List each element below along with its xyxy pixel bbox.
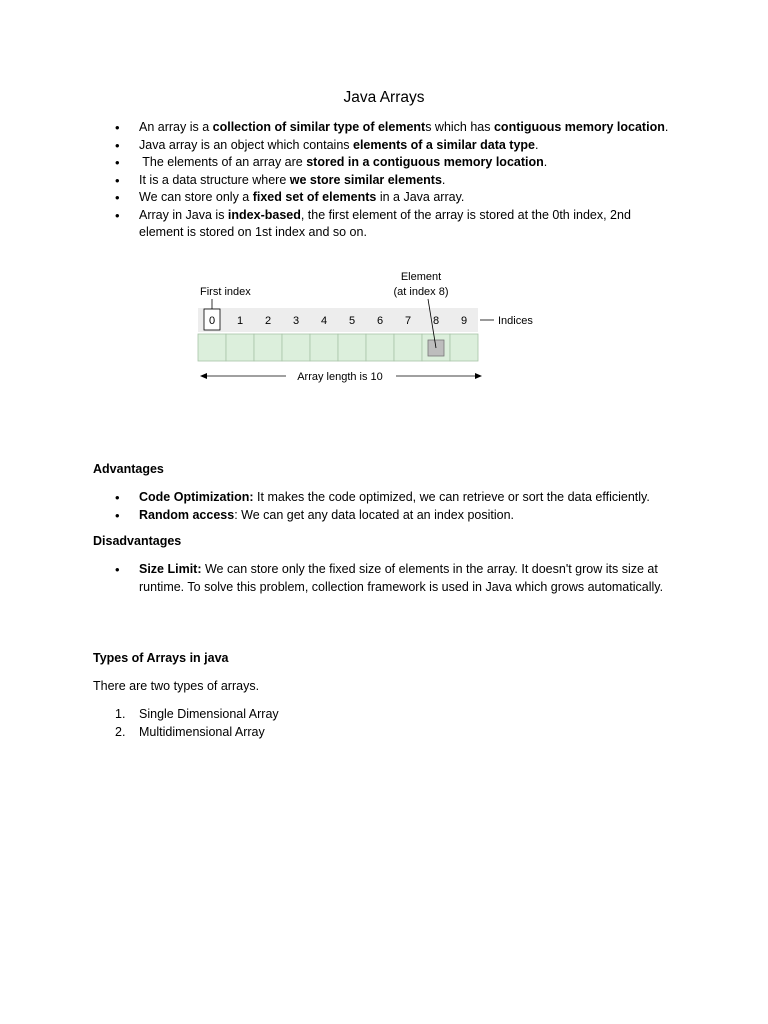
index-label: 3 bbox=[292, 315, 300, 327]
array-cell bbox=[226, 334, 254, 361]
list-item: • Size Limit: We can store only the fixed size of elements in the array. It doesn't grow its size at runtime. To solve this problem, collection framework is used in Java which grows automatically. bbox=[0, 561, 768, 596]
list-item: • We can store only a fixed set of elements in a Java array. bbox=[0, 189, 768, 207]
types-heading: Types of Arrays in java bbox=[93, 651, 229, 665]
array-cell bbox=[450, 334, 478, 361]
index-label: 8 bbox=[432, 315, 440, 327]
advantages-list bbox=[0, 489, 768, 524]
array-diagram bbox=[190, 262, 560, 392]
list-item: 1. Single Dimensional Array bbox=[115, 707, 279, 721]
advantages-heading: Advantages bbox=[93, 462, 164, 476]
first-index-label: First index bbox=[200, 286, 251, 298]
left-arrowhead bbox=[200, 373, 207, 379]
array-cell bbox=[198, 334, 226, 361]
array-cell bbox=[254, 334, 282, 361]
index-label: 9 bbox=[460, 315, 468, 327]
list-item: • Random access: We can get any data located at an index position. bbox=[0, 507, 768, 525]
index-label: 2 bbox=[264, 315, 272, 327]
array-cell bbox=[338, 334, 366, 361]
array-cell bbox=[282, 334, 310, 361]
list-item: • Code Optimization: It makes the code optimized, we can retrieve or sort the data efficiently. bbox=[0, 489, 768, 507]
list-item: 2. Multidimensional Array bbox=[115, 724, 265, 739]
list-item: • The elements of an array are stored in a contiguous memory location. bbox=[0, 154, 768, 172]
intro-bullet-list bbox=[0, 119, 768, 242]
indices-strip bbox=[198, 308, 478, 332]
index-label: 0 bbox=[208, 315, 216, 327]
list-item: • Java array is an object which contains elements of a similar data type. bbox=[0, 137, 768, 155]
types-intro: There are two types of arrays. bbox=[93, 679, 260, 693]
list-item: • Array in Java is index-based, the first element of the array is stored at the 0th index, 2nd element is stored on 1st index and so on. bbox=[0, 207, 768, 242]
element-index-label: (at index 8) bbox=[393, 286, 449, 298]
disadvantages-heading: Disadvantages bbox=[93, 534, 182, 548]
array-length-label: Array length is 10 bbox=[297, 371, 383, 383]
list-item: • It is a data structure where we store similar elements. bbox=[0, 172, 768, 190]
array-cell bbox=[366, 334, 394, 361]
list-item: • An array is a collection of similar type of elements which has contiguous memory location. bbox=[0, 119, 768, 137]
right-arrowhead bbox=[475, 373, 482, 379]
index-label: 6 bbox=[376, 315, 384, 327]
indices-label: Indices bbox=[498, 315, 533, 327]
types-list bbox=[0, 706, 768, 741]
index-label: 4 bbox=[320, 315, 328, 327]
index-label: 7 bbox=[404, 315, 412, 327]
disadvantages-list bbox=[0, 561, 768, 596]
array-cell bbox=[310, 334, 338, 361]
element-label: Element bbox=[400, 271, 442, 283]
index-label: 1 bbox=[236, 315, 244, 327]
index-label: 5 bbox=[348, 315, 356, 327]
page-title: Java Arrays bbox=[343, 89, 425, 106]
array-cell bbox=[394, 334, 422, 361]
